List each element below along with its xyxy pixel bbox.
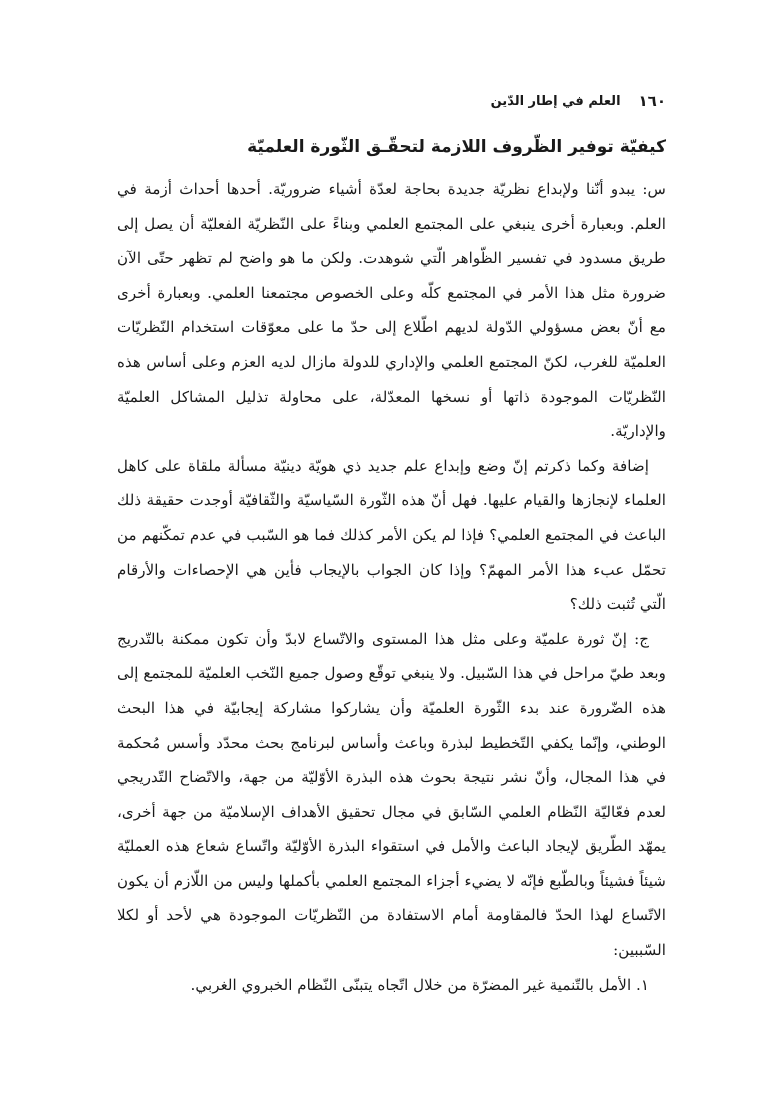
answer-label: ج: <box>634 629 650 648</box>
question-paragraph-2: إضافة وكما ذكرتم إنّ وضع وإبداع علم جديد ذي هويّة دينيّة مسألة ملقاة على كاهل العلماء لإنجازها والقيام عليها. فهل أنّ هذه الثّورة السّياسيّة والثّقافيّة أوجدت حقيقة ذلك الباعث في المجتمع العلمي؟ فإذا لم يكن الأمر كذلك فما هو السّبب في عدم تمكّنهم من تحمّل عبء هذا الأمر المهمّ؟ وإذا كان الجواب بالإيجاب فأين هي الإحصاءات والأرقام الّتي تُثبت ذلك؟ <box>117 456 666 614</box>
answer-paragraph-1 <box>117 622 666 968</box>
running-title: العلم في إطار الدّين <box>490 93 621 109</box>
page-number: ١٦٠ <box>638 92 666 110</box>
question-paragraph-1-text: يبدو أنّنا ولإبداع نظريّة جديدة بحاجة لعدّة أشياء ضروريّة. أحدها أحداث أزمة في العلم. وبعبارة أخرى ينبغي على المجتمع العلمي وبناءً على النّظريّة الفعليّة أن يصل إلى طريق مسدود في تفسير الظّواهر الّتي شوهدت. ولكن ما هو واضح لم تظهر حتّى الآن ضرورة مثل هذا الأمر في المجتمع كلّه وعلى الخصوص مجتمعنا العلمي. وبعبارة أخرى مع أنّ بعض مسؤولي الدّولة لديهم اطّلاع إلى حدّ ما على معوّقات استخدام النّظريّات العلميّة للغرب، لكنّ المجتمع العلمي والإداري للدولة مازال لديه العزم وعلى أساس هذه النّظريّات الموجودة ذاتها أو نسخها المعدّلة، على محاولة تذليل المشاكل العلميّة والإداريّة. <box>117 180 666 441</box>
question-label: س: <box>642 180 666 198</box>
question-paragraph-1 <box>117 172 666 449</box>
answer-paragraph-1-text: إنّ ثورة علميّة وعلى مثل هذا المستوى والاتّساع لابدّ وأن تكون ممكنة بالتّدريج وبعد طيّ مراحل في هذا السّبيل. ولا ينبغي توقّع وصول جميع النّخب العلميّة للمجتمع إلى هذه الضّرورة عند بدء الثّورة العلميّة وأن يشاركوا مشاركة إيجابيّة في هذا البحث الوطني، وإنّما يكفي التّخطيط لبذرة وباعث وأساس لبرنامج بحث محدّد وأسس مُحكمة في هذا المجال، وأنّ نشر نتيجة بحوث هذه البذرة الأوّليّة من جهة، والاتّضاح التّدريجي لعدم فعّاليّة النّظام العلمي السّابق في مجال تحقيق الأهداف الإسلاميّة من جهة أخرى، يمهّد الطّريق لإيجاد الباعث والأمل في استقواء البذرة الأوّليّة واتّساع شعاع هذه العمليّة شيئاً فشيئاً وبالطّبع فإنّه لا يضيء أجزاء المجتمع العلمي بأكملها وليس من اللّازم أن يكون الاتّساع لهذا الحدّ فالمقاومة أمام الاستفادة من النّظريّات الموجودة هي لأحد أو لكلا السّببين: <box>117 629 666 960</box>
running-header <box>117 86 666 116</box>
list-item: ١. الأمل بالتّنمية غير المضرّة من خلال اتّجاه يتبنّى النّظام الخبروي الغربي. <box>190 975 649 994</box>
section-heading: كيفيّة توفير الظّروف اللازمة لتحقّـق الثّورة العلميّة <box>247 137 666 157</box>
body-text <box>117 172 666 1002</box>
